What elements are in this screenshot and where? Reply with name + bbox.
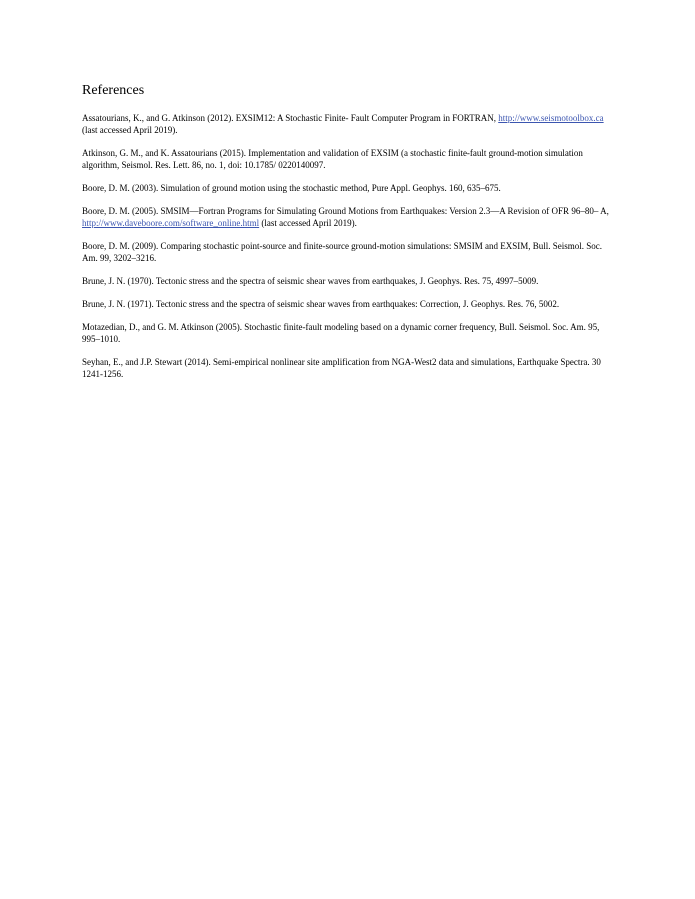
reference-item	[82, 112, 617, 136]
page-content	[82, 82, 617, 391]
reference-text: Atkinson, G. M., and K. Assatourians (2015). Implementation and validation of EXSIM (a stochastic finite-fault ground-motion simulation algorithm, Seismol. Res. Lett. 86, no. 1, doi: 10.1785/ 0220140097.	[82, 148, 583, 170]
reference-text: Seyhan, E., and J.P. Stewart (2014). Semi-empirical nonlinear site amplification from NGA-West2 data and simulations, Earthquake Spectra. 30 1241-1256.	[82, 357, 601, 379]
reference-item	[82, 275, 617, 287]
reference-item	[82, 147, 617, 171]
reference-item	[82, 356, 617, 380]
references-list	[82, 112, 617, 380]
reference-item	[82, 240, 617, 264]
reference-item	[82, 205, 617, 229]
references-heading: References	[82, 83, 145, 98]
reference-text: Brune, J. N. (1971). Tectonic stress and the spectra of seismic shear waves from earthquakes: Correction, J. Geophys. Res. 76, 5002.	[82, 299, 560, 309]
reference-text: Brune, J. N. (1970). Tectonic stress and the spectra of seismic shear waves from earthquakes, J. Geophys. Res. 75, 4997–5009.	[82, 276, 539, 286]
reference-item	[82, 298, 617, 310]
reference-link[interactable]: http://www.seismotoolbox.ca	[498, 113, 604, 123]
reference-text: Boore, D. M. (2005). SMSIM—Fortran Programs for Simulating Ground Motions from Earthquakes: Version 2.3—A Revision of OFR 96–80– A,	[82, 206, 609, 216]
reference-text-tail: (last accessed April 2019).	[259, 218, 357, 228]
reference-text-tail: (last accessed April 2019).	[82, 125, 178, 135]
reference-text: Boore, D. M. (2003). Simulation of ground motion using the stochastic method, Pure Appl. Geophys. 160, 635–675.	[82, 183, 501, 193]
reference-link[interactable]: http://www.daveboore.com/software_online.html	[82, 218, 260, 228]
reference-text: Motazedian, D., and G. M. Atkinson (2005). Stochastic finite-fault modeling based on a dynamic corner frequency, Bull. Seismol. Soc. Am. 95, 995–1010.	[82, 322, 600, 344]
reference-item	[82, 321, 617, 345]
reference-text: Assatourians, K., and G. Atkinson (2012). EXSIM12: A Stochastic Finite- Fault Computer Program in FORTRAN,	[82, 113, 499, 123]
reference-item	[82, 182, 617, 194]
reference-text: Boore, D. M. (2009). Comparing stochastic point-source and finite-source ground-motion simulations: SMSIM and EXSIM, Bull. Seismol. Soc. Am. 99, 3202–3216.	[82, 241, 602, 263]
